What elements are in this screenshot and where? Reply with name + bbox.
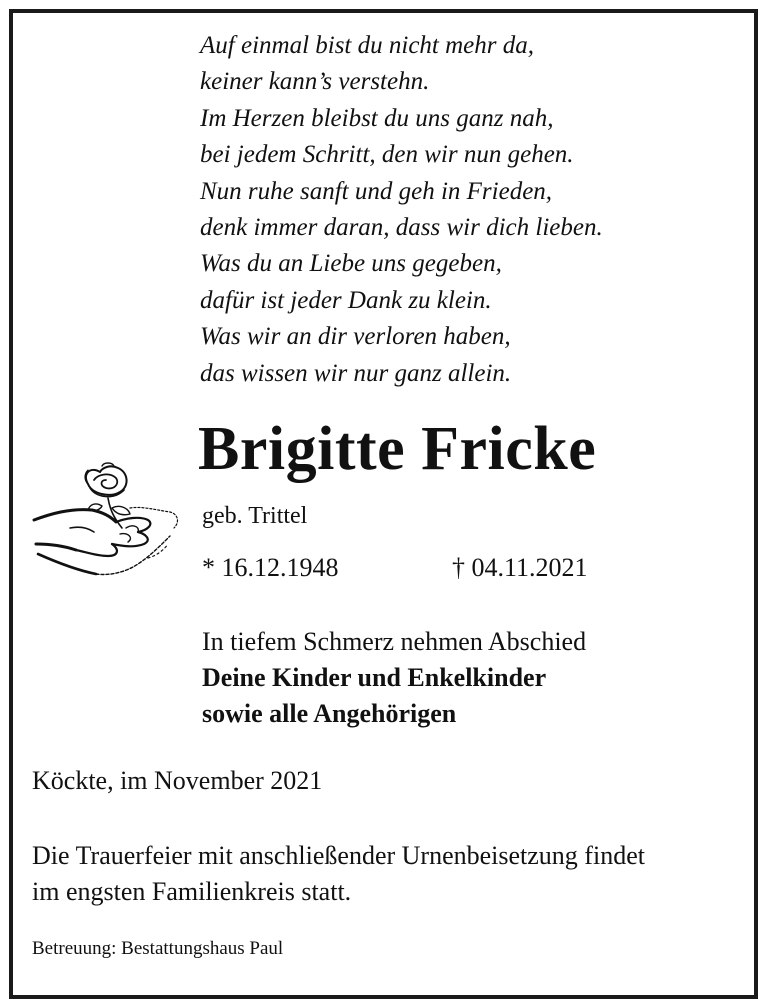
mourners-line: sowie alle Angehörigen <box>202 699 457 728</box>
birth-name: geb. Trittel <box>202 503 308 529</box>
poem-line: keiner kann’s verstehn. <box>200 68 430 96</box>
mourners-line: Deine Kinder und Enkelkinder <box>202 663 547 692</box>
poem-line: dafür ist jeder Dank zu klein. <box>200 286 492 314</box>
funeral-home: Betreuung: Bestattungshaus Paul <box>32 938 284 959</box>
birth-date: * 16.12.1948 <box>202 553 339 582</box>
hand-holding-rose-icon <box>30 458 184 586</box>
place-date: Köckte, im November 2021 <box>32 766 323 795</box>
mourners-block <box>202 624 586 732</box>
death-date: † 04.11.2021 <box>452 553 588 582</box>
poem-line: denk immer daran, dass wir dich lieben. <box>200 214 603 242</box>
poem-line: Was wir an dir verloren haben, <box>200 323 511 351</box>
farewell-line: In tiefem Schmerz nehmen Abschied <box>202 627 587 656</box>
poem-line: bei jedem Schritt, den wir nun gehen. <box>200 141 574 169</box>
notice-line: im engsten Familienkreis statt. <box>32 877 352 906</box>
poem-line: Auf einmal bist du nicht mehr da, <box>200 32 534 59</box>
poem-line: das wissen wir nur ganz allein. <box>200 359 512 387</box>
notice-line: Die Trauerfeier mit anschließender Urnenbeisetzung findet <box>32 841 645 870</box>
funeral-notice <box>32 838 645 910</box>
deceased-name: Brigitte Fricke <box>198 415 597 483</box>
poem-line: Im Herzen bleibst du uns ganz nah, <box>200 104 554 132</box>
poem <box>200 28 603 392</box>
poem-line: Nun ruhe sanft und geh in Frieden, <box>200 177 553 205</box>
poem-line: Was du an Liebe uns gegeben, <box>200 250 502 278</box>
